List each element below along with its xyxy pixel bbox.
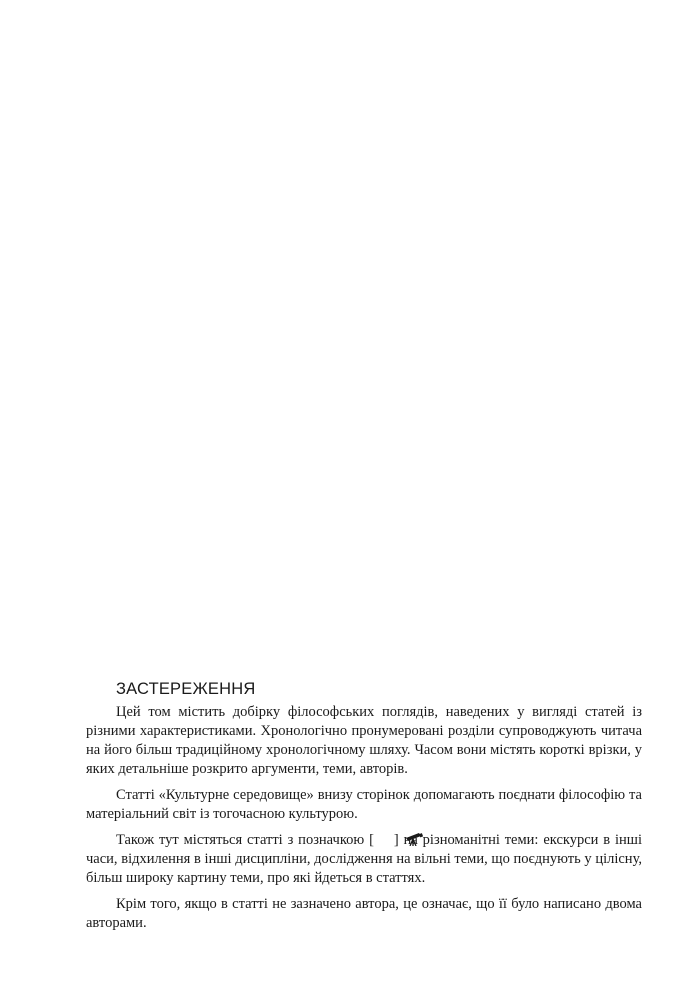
disclaimer-section: [86, 678, 642, 940]
paragraph-telescope-text-after: ] на різноманітні теми: екскурси в інші часи, відхилення в інші дисципліни, дослідження на вільні теми, що поєднують у цілісну, більш широку картину теми, про які йдеться в статтях.: [86, 832, 642, 886]
paragraph-intro: Цей том містить добірку філософських поглядів, наведених у вигляді статей із різними характеристиками. Хронологічно пронумеровані розділи супроводжують читача на його більш традиційному хронологічному шляху. Часом вони містять короткі врізки, у яких детальніше розкрито аргументи, теми, авторів.: [86, 704, 642, 777]
telescope-icon: [374, 832, 394, 846]
paragraph-authorship: Крім того, якщо в статті не зазначено автора, це означає, що її було написано двома авторами.: [86, 896, 642, 931]
section-heading: ЗАСТЕРЕЖЕННЯ: [116, 680, 256, 698]
paragraph-telescope-text-before: Також тут містяться статті з позначкою [: [116, 832, 374, 848]
paragraph-cultural-context: Статті «Культурне середовище» внизу сторінок допомагають поєднати філософію та матеріальний світ із тогочасною культурою.: [86, 787, 642, 822]
paragraph-telescope-articles: [86, 831, 642, 888]
